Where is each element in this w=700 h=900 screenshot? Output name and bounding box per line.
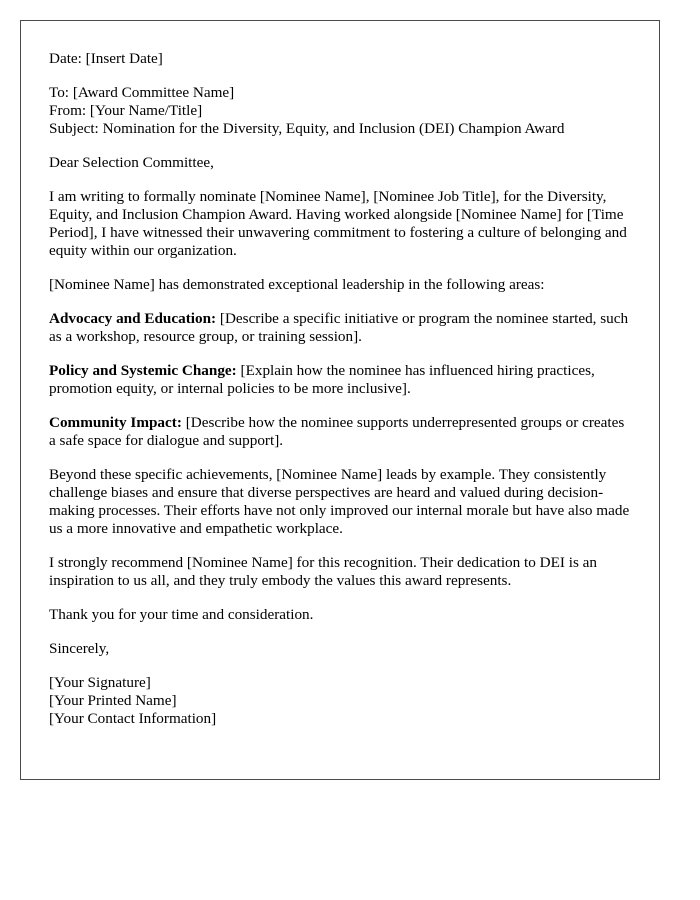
letter-page	[20, 20, 660, 780]
area-text: [Explain how the nominee has influenced hiring practices, promotion equity, or internal policies to be more inclusive].	[49, 362, 595, 397]
letter-intro-paragraph: I am writing to formally nominate [Nominee Name], [Nominee Job Title], for the Diversity, Equity, and Inclusion Champion Award. Having worked alongside [Nominee Name] for [Time Period], I have witnessed their unwavering commitment to fostering a culture of belonging and equity within our organization.	[49, 188, 627, 259]
letter-beyond-paragraph: Beyond these specific achievements, [Nominee Name] leads by example. They consistently challenge biases and ensure that diverse perspectives are heard and valued during decision-making processes. Their efforts have not only improved our internal morale but have also made us a more innovative and empathetic workplace.	[49, 466, 630, 537]
letter-date: Date: [Insert Date]	[49, 50, 163, 67]
area-text: [Describe how the nominee supports underrepresented groups or creates a safe space for dialogue and support].	[49, 414, 625, 449]
letter-signature-block	[49, 674, 631, 728]
area-policy-systemic-change	[49, 362, 631, 398]
letter-to: To: [Award Committee Name]	[49, 84, 235, 101]
area-advocacy-education	[49, 310, 631, 346]
letter-signature: [Your Signature]	[49, 674, 151, 691]
letter-subject: Subject: Nomination for the Diversity, Equity, and Inclusion (DEI) Champion Award	[49, 120, 565, 137]
area-heading: Community Impact:	[49, 414, 182, 431]
letter-closing: Sincerely,	[49, 640, 110, 657]
letter-salutation: Dear Selection Committee,	[49, 154, 214, 171]
letter-thanks: Thank you for your time and consideration.	[49, 606, 314, 623]
area-text: [Describe a specific initiative or program the nominee started, such as a workshop, resource group, or training session].	[49, 310, 629, 345]
area-community-impact	[49, 414, 631, 450]
letter-from: From: [Your Name/Title]	[49, 102, 203, 119]
area-heading: Policy and Systemic Change:	[49, 362, 237, 379]
letter-header-block	[49, 84, 631, 138]
area-heading: Advocacy and Education:	[49, 310, 217, 327]
letter-recommend-paragraph: I strongly recommend [Nominee Name] for this recognition. Their dedication to DEI is an inspiration to us all, and they truly embody the values this award represents.	[49, 554, 598, 589]
letter-printed-name: [Your Printed Name]	[49, 692, 177, 709]
letter-contact: [Your Contact Information]	[49, 710, 217, 727]
letter-areas-intro: [Nominee Name] has demonstrated exceptional leadership in the following areas:	[49, 276, 545, 293]
